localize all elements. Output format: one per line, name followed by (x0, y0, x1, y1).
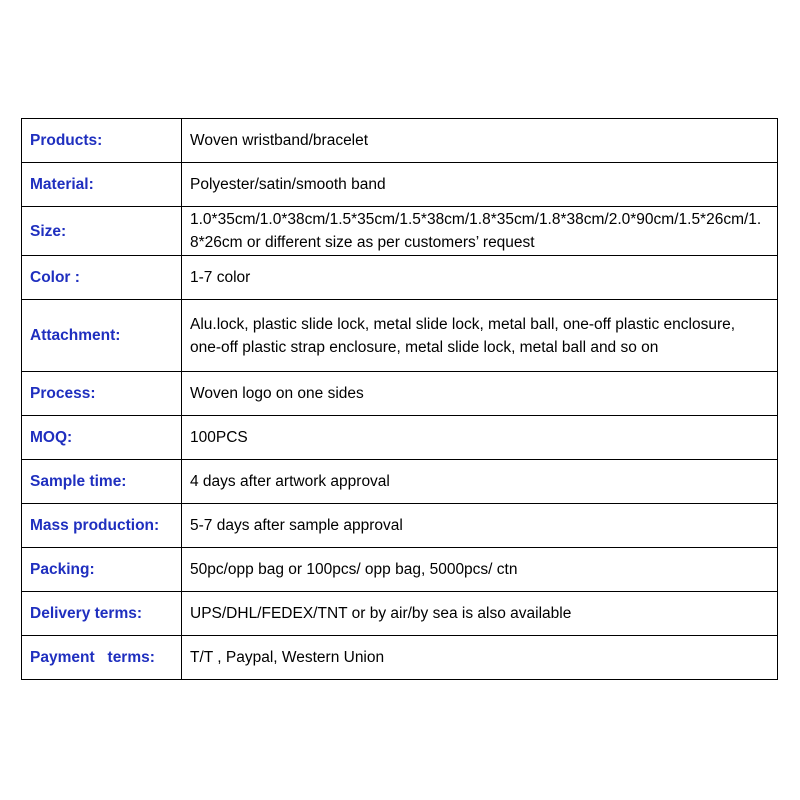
row-label: MOQ: (22, 416, 182, 460)
product-spec-table (21, 118, 778, 680)
row-value: Alu.lock, plastic slide lock, metal slide lock, metal ball, one-off plastic enclosure, one-off plastic strap enclosure, metal slide lock, metal ball and so on (182, 300, 778, 372)
table-row (22, 207, 778, 256)
table-row (22, 119, 778, 163)
table-row (22, 548, 778, 592)
row-value: T/T , Paypal, Western Union (182, 636, 778, 680)
row-value: Woven logo on one sides (182, 372, 778, 416)
table-row (22, 416, 778, 460)
row-label: Attachment: (22, 300, 182, 372)
row-label: Size: (22, 207, 182, 256)
table-row (22, 636, 778, 680)
row-label: Delivery terms: (22, 592, 182, 636)
row-value: 1.0*35cm/1.0*38cm/1.5*35cm/1.5*38cm/1.8*35cm/1.8*38cm/2.0*90cm/1.5*26cm/1.8*26cm or different size as per customers’ request (182, 207, 778, 256)
table-row (22, 592, 778, 636)
row-value: Woven wristband/bracelet (182, 119, 778, 163)
row-value: Polyester/satin/smooth band (182, 163, 778, 207)
row-value: 50pc/opp bag or 100pcs/ opp bag, 5000pcs/ ctn (182, 548, 778, 592)
table-row (22, 256, 778, 300)
table-row (22, 372, 778, 416)
row-label: Material: (22, 163, 182, 207)
table-row (22, 504, 778, 548)
row-value: 4 days after artwork approval (182, 460, 778, 504)
row-label: Products: (22, 119, 182, 163)
table-row (22, 300, 778, 372)
row-label: Process: (22, 372, 182, 416)
row-label: Color : (22, 256, 182, 300)
table-row (22, 460, 778, 504)
row-value: UPS/DHL/FEDEX/TNT or by air/by sea is also available (182, 592, 778, 636)
row-label: Sample time: (22, 460, 182, 504)
row-value: 100PCS (182, 416, 778, 460)
row-label: Payment terms: (22, 636, 182, 680)
row-label: Mass production: (22, 504, 182, 548)
table-row (22, 163, 778, 207)
row-value: 1-7 color (182, 256, 778, 300)
row-value: 5-7 days after sample approval (182, 504, 778, 548)
row-label: Packing: (22, 548, 182, 592)
